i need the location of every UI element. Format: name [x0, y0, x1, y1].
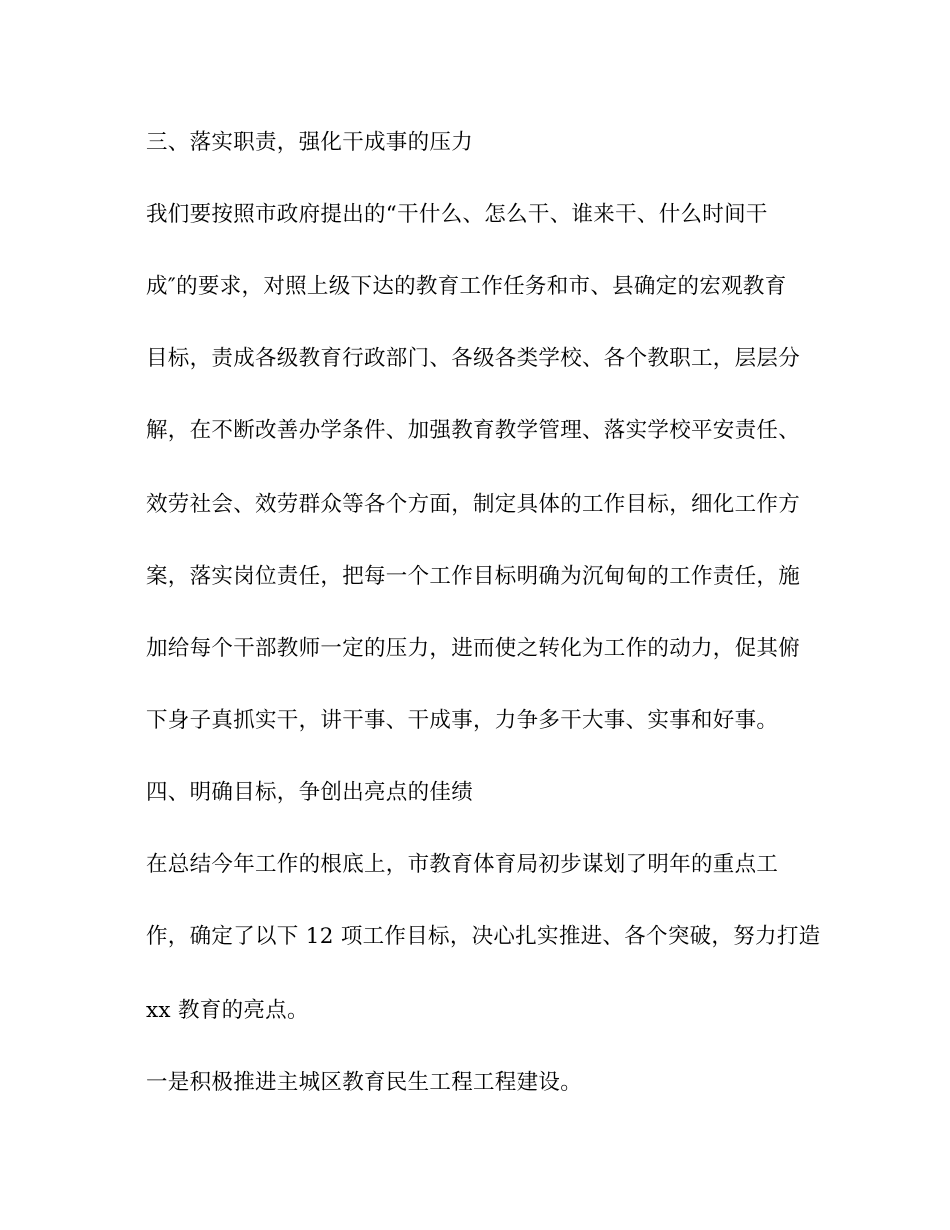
section-3-line-7: 加给每个干部教师一定的压力，进而使之转化为工作的动力，促其俯 — [146, 636, 801, 661]
section-4-line-3: xx 教育的亮点。 — [146, 998, 309, 1023]
section-3-line-4: 解，在不断改善办学条件、加强教育教学管理、落实学校平安责任、 — [146, 418, 801, 443]
section-4-heading: 四、明确目标，争创出亮点的佳绩 — [146, 780, 474, 805]
section-3-line-5: 效劳社会、效劳群众等各个方面，制定具体的工作目标，细化工作方 — [146, 492, 801, 517]
section-3-line-1: 我们要按照市政府提出的“干什么、怎么干、谁来干、什么时间干 — [146, 202, 768, 227]
section-3-line-6: 案，落实岗位责任，把每一个工作目标明确为沉甸甸的工作责任，施 — [146, 564, 801, 589]
section-3-heading: 三、落实职责，强化干成事的压力 — [146, 130, 474, 155]
section-3-line-2: 成″的要求，对照上级下达的教育工作任务和市、县确定的宏观教育 — [146, 274, 787, 299]
section-3-line-3: 目标，责成各级教育行政部门、各级各类学校、各个教职工，层层分 — [146, 346, 801, 371]
section-4-line-2: 作，确定了以下 12 项工作目标，决心扎实推进、各个突破，努力打造 — [146, 924, 821, 949]
section-3-line-8: 下身子真抓实干，讲干事、干成事，力争多干大事、实事和好事。 — [146, 708, 779, 733]
item-1-line: 一是积极推进主城区教育民生工程工程建设。 — [146, 1070, 583, 1095]
section-4-line-1: 在总结今年工作的根底上，市教育体育局初步谋划了明年的重点工 — [146, 852, 779, 877]
